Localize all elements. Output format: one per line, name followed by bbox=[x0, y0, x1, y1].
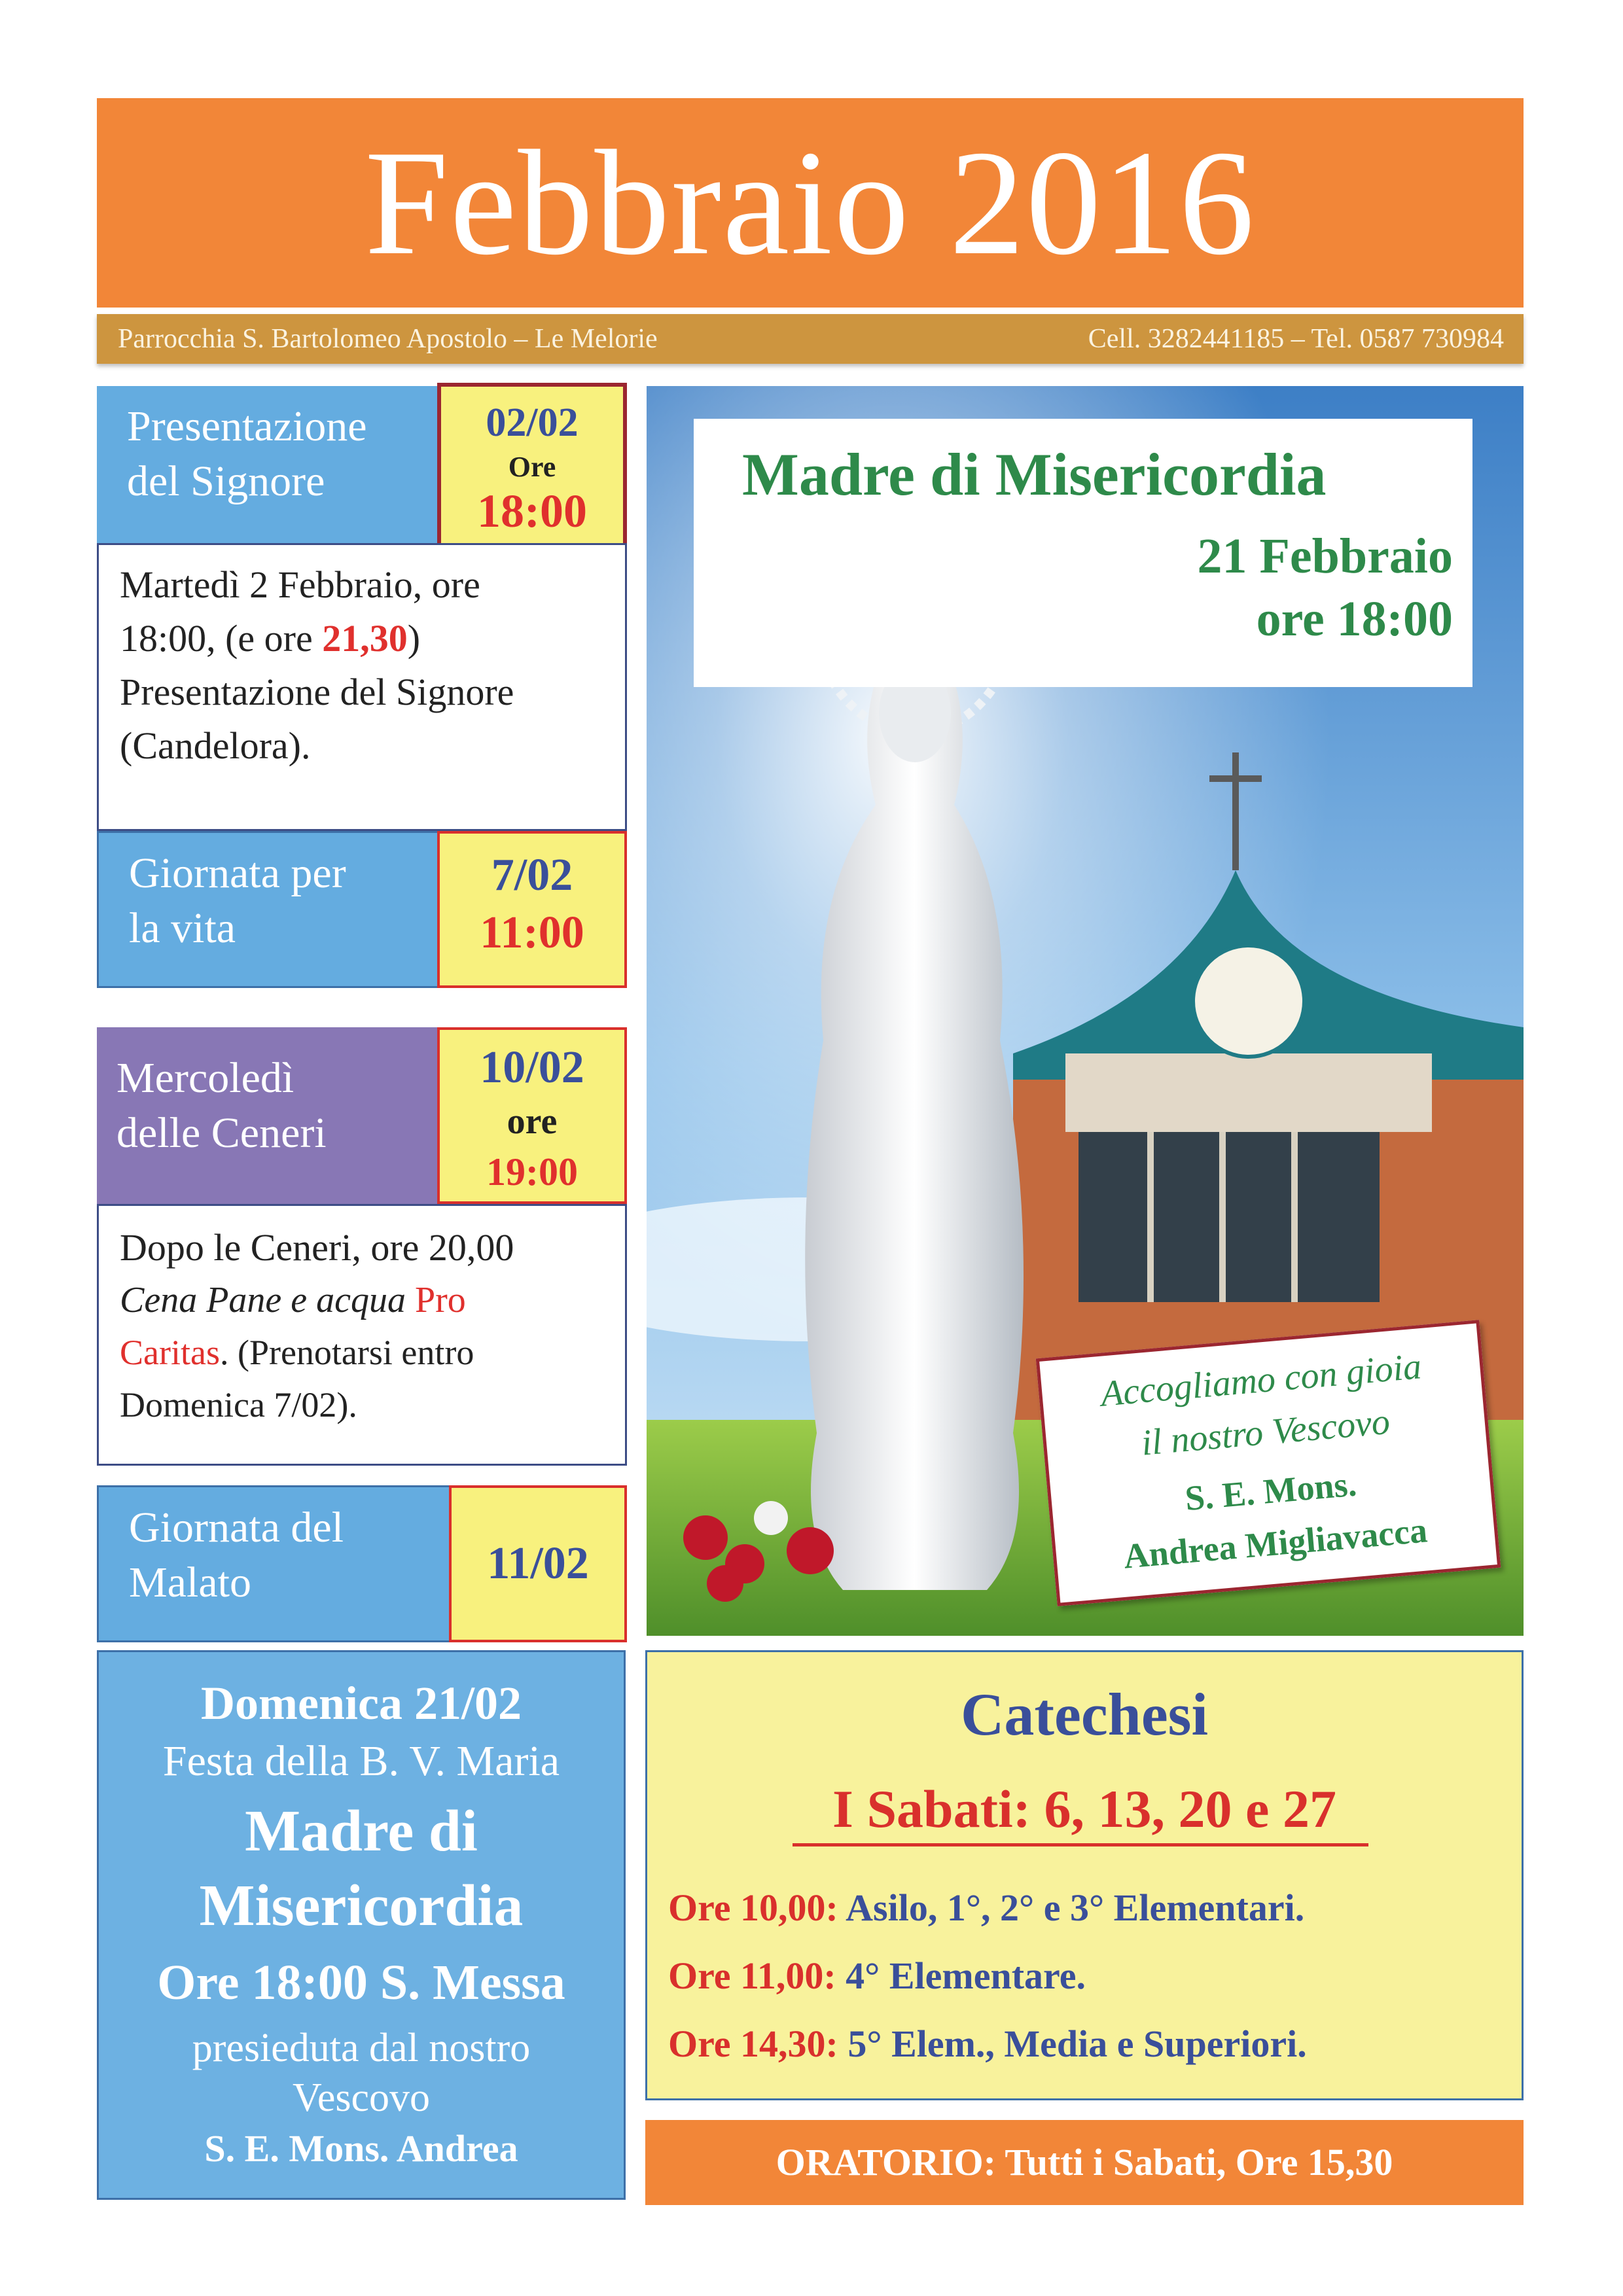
presentazione-ore-label: Ore bbox=[508, 451, 556, 483]
vita-title-line1: Giornata per bbox=[129, 849, 346, 897]
presentazione-date: 02/02 bbox=[486, 400, 579, 445]
catechesi-row-time: Ore 11,00: bbox=[668, 1954, 836, 1997]
desc-text: 18:00, (e ore bbox=[120, 617, 323, 660]
catechesi-box bbox=[645, 1650, 1524, 2100]
desc-italic-text: Cena Pane e acqua bbox=[120, 1280, 415, 1320]
bishop-line3: S. E. Mons. bbox=[1183, 1464, 1359, 1519]
vita-date: 7/02 bbox=[491, 850, 573, 900]
ceneri-date: 10/02 bbox=[480, 1042, 584, 1093]
sunday-title-line1: Madre di bbox=[245, 1799, 478, 1863]
presentazione-date-box bbox=[437, 383, 627, 559]
desc-red-text: Caritas bbox=[120, 1333, 220, 1372]
page-title: Febbraio 2016 bbox=[365, 119, 1256, 286]
vita-time: 11:00 bbox=[480, 908, 584, 958]
parish-info-bar bbox=[97, 314, 1524, 364]
parish-phone: Cell. 3282441185 – Tel. 0587 730984 bbox=[1088, 324, 1504, 354]
presentazione-desc-line3: Presentazione del Signore bbox=[120, 671, 514, 713]
vita-title-box bbox=[97, 831, 444, 988]
presentazione-desc-line2 bbox=[120, 612, 625, 665]
sunday-mass-time: Ore 18:00 S. Messa bbox=[157, 1955, 565, 2010]
ceneri-time: 19:00 bbox=[486, 1150, 578, 1193]
catechesi-underline bbox=[793, 1843, 1368, 1846]
catechesi-row-text: Asilo, 1°, 2° e 3° Elementari. bbox=[838, 1886, 1305, 1929]
ceneri-desc-line3 bbox=[120, 1326, 625, 1379]
sunday-line6: presieduta dal nostro bbox=[192, 2026, 531, 2070]
malato-date-box bbox=[449, 1485, 627, 1642]
desc-text: ) bbox=[407, 617, 421, 660]
feature-date: 21 Febbraio bbox=[1197, 529, 1453, 584]
bishop-line2: il nostro Vescovo bbox=[1139, 1401, 1392, 1464]
catechesi-row bbox=[668, 2021, 1307, 2067]
ceneri-title-line1: Mercoledì bbox=[116, 1054, 294, 1102]
sunday-feast-box bbox=[97, 1650, 626, 2200]
catechesi-row bbox=[668, 1885, 1304, 1931]
feature-time: ore 18:00 bbox=[1256, 592, 1453, 646]
presentazione-title-box bbox=[97, 386, 444, 543]
ceneri-title-box bbox=[97, 1027, 444, 1204]
malato-title-box bbox=[97, 1485, 457, 1642]
presentazione-time: 18:00 bbox=[477, 485, 587, 537]
catechesi-row-time: Ore 14,30: bbox=[668, 2022, 838, 2065]
ceneri-desc-line4: Domenica 7/02). bbox=[120, 1385, 357, 1424]
sunday-date: Domenica 21/02 bbox=[201, 1677, 522, 1729]
vita-date-box bbox=[437, 831, 627, 988]
presentazione-desc-line4: (Candelora). bbox=[120, 724, 311, 767]
malato-date: 11/02 bbox=[487, 1538, 589, 1589]
desc-red-text: Pro bbox=[414, 1280, 466, 1320]
header-banner bbox=[97, 98, 1524, 308]
presentazione-title-line1: Presentazione bbox=[127, 402, 367, 450]
ceneri-desc-line2 bbox=[120, 1274, 625, 1326]
feature-card bbox=[694, 419, 1472, 687]
feature-datetime bbox=[1197, 525, 1453, 650]
catechesi-title: Catechesi bbox=[960, 1681, 1209, 1748]
bishop-welcome-card bbox=[1036, 1320, 1501, 1606]
presentazione-title-line2: del Signore bbox=[127, 457, 325, 505]
ceneri-desc-line1: Dopo le Ceneri, ore 20,00 bbox=[120, 1226, 514, 1269]
sunday-title-line2: Misericordia bbox=[199, 1873, 524, 1938]
sunday-bishop: S. E. Mons. Andrea bbox=[204, 2127, 518, 2170]
sunday-line7: Vescovo bbox=[292, 2075, 431, 2120]
oratorio-banner: ORATORIO: Tutti i Sabati, Ore 15,30 bbox=[645, 2120, 1524, 2205]
feature-title: Madre di Misericordia bbox=[742, 441, 1327, 508]
ceneri-title-line2: delle Ceneri bbox=[116, 1109, 327, 1157]
ceneri-date-box bbox=[437, 1027, 627, 1204]
presentazione-description bbox=[97, 543, 627, 831]
malato-title-line1: Giornata del bbox=[129, 1504, 344, 1551]
bishop-line1: Accogliamo con gioia bbox=[1099, 1346, 1423, 1415]
vita-title-line2: la vita bbox=[129, 904, 236, 952]
catechesi-row-text: 5° Elem., Media e Superiori. bbox=[838, 2022, 1307, 2065]
bishop-line4: Andrea Migliavacca bbox=[1122, 1510, 1429, 1576]
sunday-feast: Festa della B. V. Maria bbox=[162, 1737, 560, 1785]
catechesi-row-time: Ore 10,00: bbox=[668, 1886, 838, 1929]
catechesi-row-text: 4° Elementare. bbox=[836, 1954, 1086, 1997]
desc-highlight-time: 21,30 bbox=[322, 617, 408, 660]
malato-title-line2: Malato bbox=[129, 1559, 251, 1606]
parish-name: Parrocchia S. Bartolomeo Apostolo – Le Melorie bbox=[118, 324, 658, 354]
presentazione-desc-line1: Martedì 2 Febbraio, ore bbox=[120, 563, 480, 606]
catechesi-saturdays: I Sabati: 6, 13, 20 e 27 bbox=[832, 1779, 1336, 1839]
desc-text: . (Prenotarsi entro bbox=[219, 1333, 474, 1372]
ceneri-description bbox=[97, 1204, 627, 1466]
catechesi-row bbox=[668, 1953, 1086, 1999]
ceneri-ore-label: ore bbox=[507, 1101, 558, 1142]
